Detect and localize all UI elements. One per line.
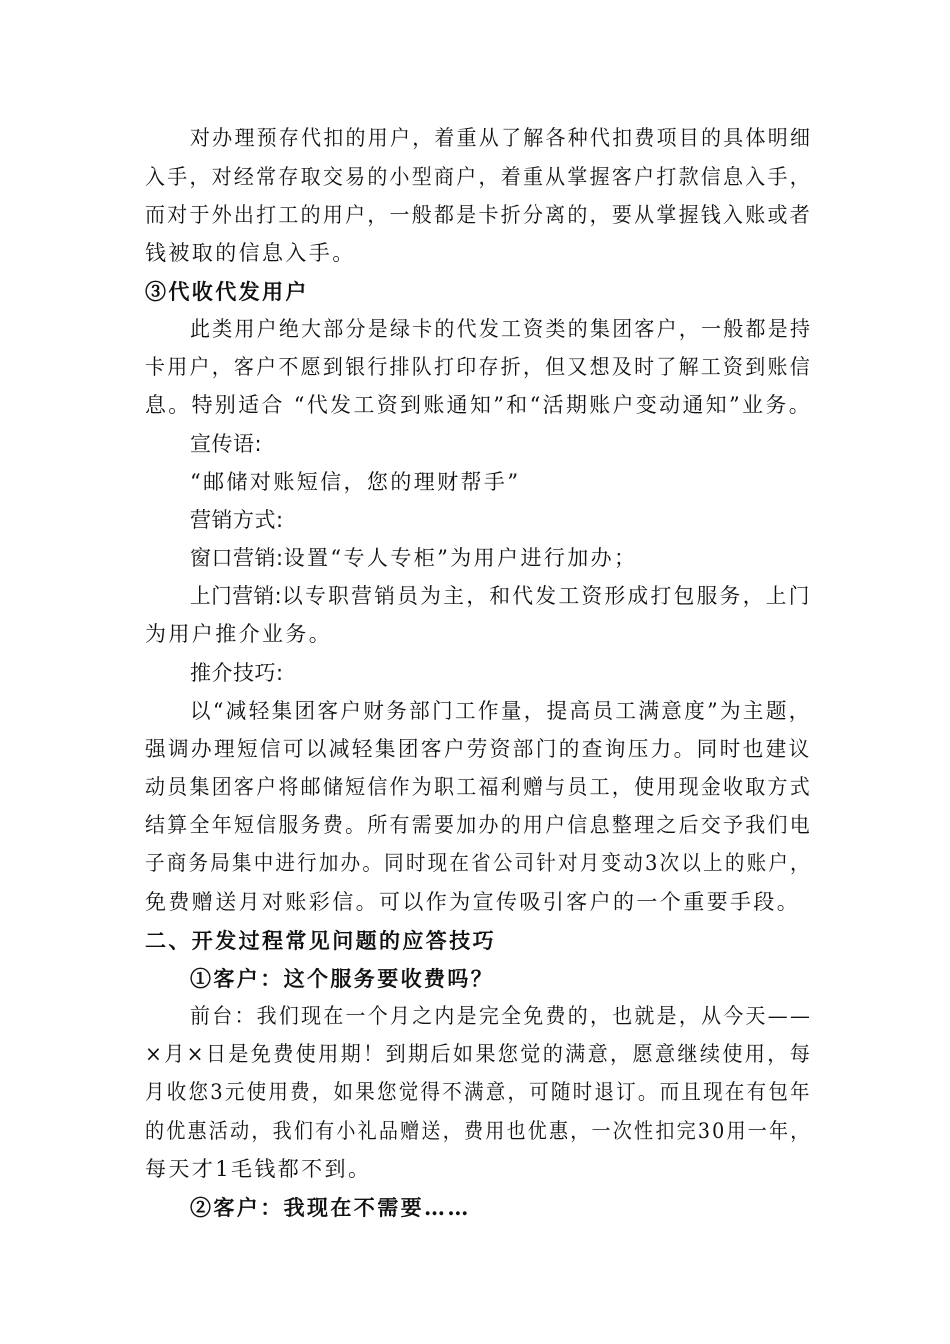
marketing-item xyxy=(190,586,812,607)
door-marketing-label: 上门营销: xyxy=(190,584,283,608)
slogan-line: “邮储对账短信，您的理财帮手” xyxy=(190,470,521,494)
paragraph-line: 对办理预存代扣的用户，着重从了解各种代扣费项目的具体明细 xyxy=(190,126,813,150)
marketing-text: 设置“专人专柜”为用户进行加办； xyxy=(283,546,638,570)
paragraph-line: ×月×日是免费使用期！到期后如果您觉的满意，愿意继续使用，每 xyxy=(145,1042,813,1066)
paragraph-line: 每天才1毛钱都不到。 xyxy=(145,1157,372,1181)
question-heading: ①客户：这个服务要收费吗？ xyxy=(190,966,495,991)
label-heading: 营销方式: xyxy=(190,508,284,532)
marketing-item xyxy=(190,548,637,569)
paragraph-line: 以“减轻集团客户财务部门工作量，提高员工满意度”为主题， xyxy=(190,699,812,723)
paragraph-line: 钱被取的信息入手。 xyxy=(145,241,356,265)
paragraph-line: 为用户推介业务。 xyxy=(145,622,333,646)
paragraph-line: 结算全年短信服务费。所有需要加办的用户信息整理之后交予我们电 xyxy=(145,813,812,837)
paragraph-line: 息。特别适合 “代发工资到账通知”和“活期账户变动通知”业务。 xyxy=(145,393,813,417)
paragraph-line: 前台：我们现在一个月之内是完全免费的，也就是，从今天—— xyxy=(190,1004,813,1028)
question-heading: ②客户：我现在不需要…… xyxy=(190,1195,471,1220)
paragraph-line: 卡用户，客户不愿到银行排队打印存折，但又想及时了解工资到账信 xyxy=(145,355,812,379)
paragraph-line: 入手，对经常存取交易的小型商户，着重从掌握客户打款信息入手， xyxy=(145,165,812,189)
paragraph-line: 的优惠活动，我们有小礼品赠送，费用也优惠，一次性扣完30用一年， xyxy=(145,1119,812,1143)
label-heading: 宣传语: xyxy=(190,432,263,456)
section-heading: ③代收代发用户 xyxy=(145,279,309,304)
paragraph-line: 强调办理短信可以减轻集团客户劳资部门的查询压力。同时也建议 xyxy=(145,737,812,761)
label-heading: 推介技巧: xyxy=(190,661,284,685)
marketing-text: 以专职营销员为主，和代发工资形成打包服务，上门 xyxy=(282,584,812,608)
section-heading: 二、开发过程常见问题的应答技巧 xyxy=(145,928,496,953)
paragraph-line: 此类用户绝大部分是绿卡的代发工资类的集团客户，一般都是持 xyxy=(190,317,813,341)
paragraph-line: 月收您3元使用费，如果您觉得不满意，可随时退订。而且现在有包年 xyxy=(145,1080,812,1104)
paragraph-line: 子商务局集中进行加办。同时现在省公司针对月变动3次以上的账户， xyxy=(145,851,812,875)
window-marketing-label: 窗口营销: xyxy=(190,546,284,570)
paragraph-line: 动员集团客户将邮储短信作为职工福利赠与员工，使用现金收取方式 xyxy=(145,775,812,799)
paragraph-line: 而对于外出打工的用户，一般都是卡折分离的，要从掌握钱入账或者 xyxy=(145,203,812,227)
paragraph-line: 免费赠送月对账彩信。可以作为宣传吸引客户的一个重要手段。 xyxy=(145,890,801,914)
